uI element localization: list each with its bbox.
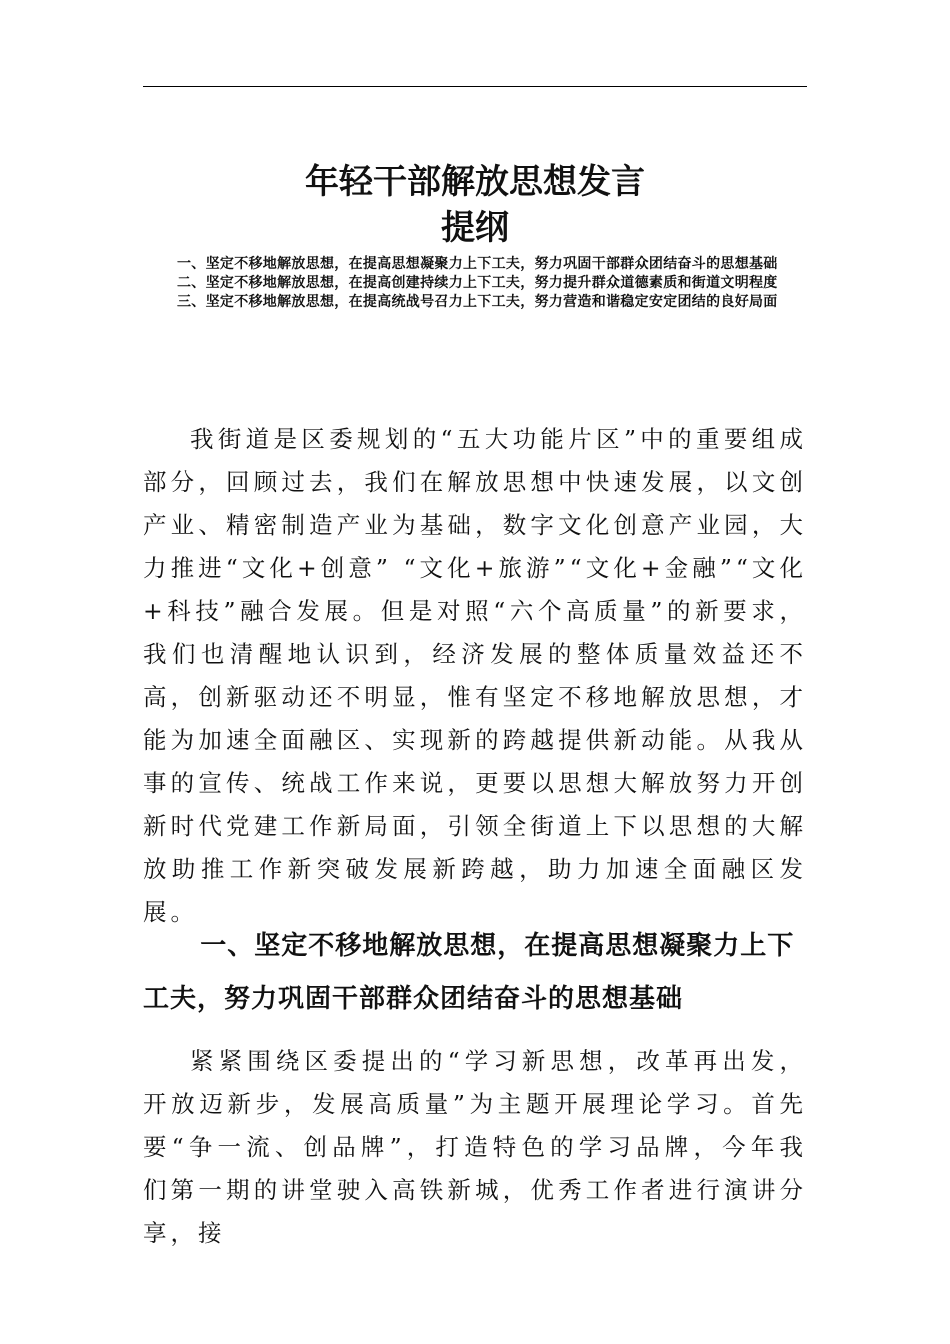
- header-rule: [143, 86, 807, 87]
- outline-item: 二、坚定不移地解放思想，在提高创建持续力上下工夫，努力提升群众道德素质和街道文明程度: [177, 275, 778, 291]
- outline-list: [177, 256, 807, 313]
- outline-item: 三、坚定不移地解放思想，在提高统战号召力上下工夫，努力营造和谐稳定安定团结的良好局面: [177, 294, 778, 310]
- intro-paragraph: 我街道是区委规划的“五大功能片区”中的重要组成部分，回顾过去，我们在解放思想中快速发展，以文创产业、精密制造产业为基础，数字文化创意产业园，大力推进“文化+创意” “文化+旅游”“文化+金融”“文化+科技”融合发展。但是对照“六个高质量”的新要求，我们也清醒地认识到，经济发展的整体质量效益还不高，创新驱动还不明显，惟有坚定不移地解放思想，才能为加速全面融区、实现新的跨越提供新动能。从我从事的宣传、统战工作来说，更要以思想大解放努力开创新时代党建工作新局面，引领全街道上下以思想的大解放助推工作新突破发展新跨越，助力加速全面融区发展。: [143, 425, 807, 926]
- section-paragraph: 紧紧围绕区委提出的“学习新思想，改革再出发，开放迈新步，发展高质量”为主题开展理论学习。首先要“争一流、创品牌”，打造特色的学习品牌，今年我们第一期的讲堂驶入高铁新城，优秀工作者进行演讲分享，接: [143, 1047, 807, 1247]
- document-title: 年轻干部解放思想发言: [305, 162, 645, 202]
- document-subtitle: 提纲: [441, 208, 509, 248]
- section-heading: 一、坚定不移地解放思想，在提高思想凝聚力上下工夫，努力巩固干部群众团结奋斗的思想基础: [143, 931, 795, 1014]
- outline-item: 一、坚定不移地解放思想，在提高思想凝聚力上下工夫，努力巩固干部群众团结奋斗的思想基础: [177, 256, 778, 272]
